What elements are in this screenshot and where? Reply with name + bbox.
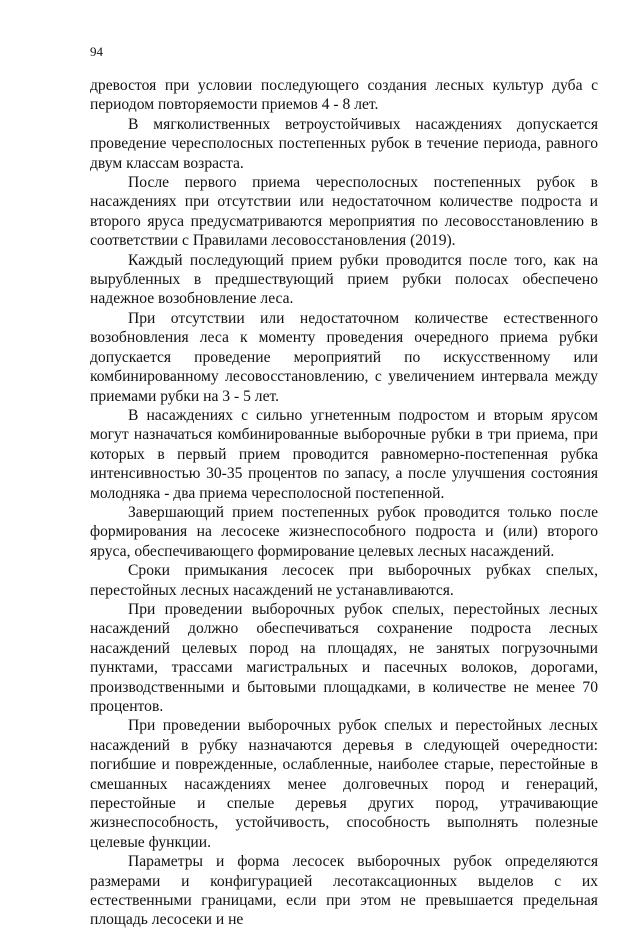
paragraph: Завершающий прием постепенных рубок проводится только после формирования на лесосеке жизнеспособного подроста и (или) второго яруса, обеспечивающего формирование целевых лесных насаждений.	[90, 503, 598, 560]
paragraph: При отсутствии или недостаточном количестве естественного возобновления леса к моменту проведения очередного приема рубки допускается проведение мероприятий по искусственному или комбинированному лесовосстановлению, с увеличением интервала между приемами рубки на 3 - 5 лет.	[90, 309, 598, 405]
paragraph: древостоя при условии последующего создания лесных культур дуба с периодом повторяемости приемов 4 - 8 лет.	[90, 77, 598, 114]
paragraph: В насаждениях с сильно угнетенным подростом и вторым ярусом могут назначаться комбинированные выборочные рубки в три приема, при которых в первый прием проводится равномерно-постепенная рубка интенсивностью 30-35 процентов по запасу, а после улучшения состояния молодняка - два приема чересполосной постепенной.	[90, 406, 598, 502]
page-number: 94	[90, 44, 103, 59]
paragraph: При проведении выборочных рубок спелых и перестойных лесных насаждений в рубку назначаются деревья в следующей очередности: погибшие и поврежденные, ослабленные, наиболее старые, перестойные в смешанных насаждениях менее долговечных пород и генераций, перестойные и спелые деревья других пород, утрачивающие жизнеспособность, устойчивость, способность выполнять полезные целевые функции.	[90, 717, 598, 851]
paragraph: В мягколиственных ветроустойчивых насаждениях допускается проведение чересполосных постепенных рубок в течение периода, равного двум классам возраста.	[90, 115, 598, 172]
paragraph: Сроки примыкания лесосек при выборочных рубках спелых, перестойных лесных насаждений не устанавливаются.	[90, 562, 598, 599]
paragraph: При проведении выборочных рубок спелых, перестойных лесных насаждений должно обеспечиваться сохранение подроста лесных насаждений целевых пород на площадях, не занятых погрузочными пунктами, трассами магистральных и пасечных волоков, дорогами, производственными и бытовыми площадками, в количестве не менее 70 процентов.	[90, 600, 598, 715]
paragraph: После первого приема чересполосных постепенных рубок в насаждениях при отсутствии или недостаточном количестве подроста и второго яруса предусматриваются мероприятия по лесовосстановлению в соответствии с Правилами лесовосстановления (2019).	[90, 174, 598, 250]
paragraph: Параметры и форма лесосек выборочных рубок определяются размерами и конфигурацией лесотаксационных выделов с их естественными границами, если при этом не превышается предельная площадь лесосеки и не	[90, 853, 598, 929]
body-text	[90, 76, 598, 930]
paragraph: Каждый последующий прием рубки проводится после того, как на вырубленных в предшествующий прием рубки полосах обеспечено надежное возобновление леса.	[90, 251, 598, 308]
